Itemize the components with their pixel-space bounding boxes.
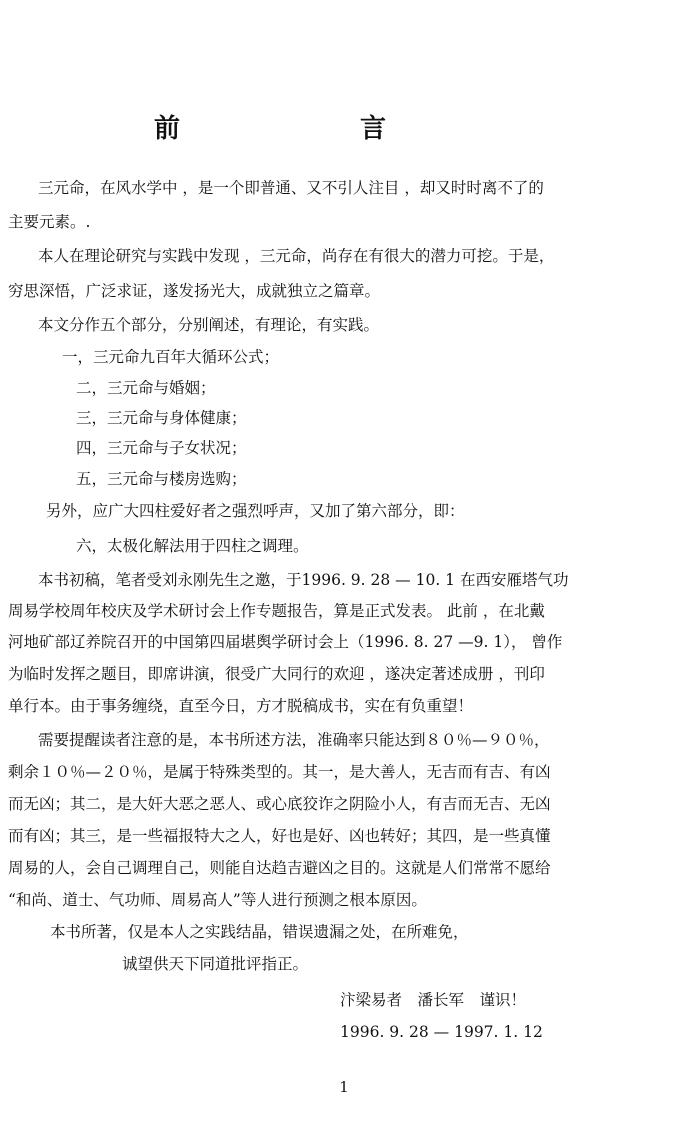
text-line: 为临时发挥之题目，即席讲演，很受广大同行的欢迎 ，遂决定著述成册 ，刊印 [8, 665, 545, 683]
list-item: 五，三元命与楼房选购； [76, 470, 247, 488]
text-line: 而有凶；其三，是一些福报特大之人，好也是好、凶也转好；其四，是一些真懂 [8, 827, 551, 845]
text-line: 本人在理论研究与实践中发现 ，三元命，尚存在有很大的潜力可挖。于是， [38, 247, 555, 265]
text-line: 剩余１０％—２０％，是属于特殊类型的。其一，是大善人，无吉而有吉、有凶 [8, 763, 551, 781]
text-line: 三元命，在风水学中 ，是一个即普通、又不引人注目 ，却又时时离不了的 [38, 179, 544, 197]
text-line: “和尚、道士、气功师、周易高人”等人进行预测之根本原因。 [8, 891, 427, 909]
title-char-left: 前 [154, 114, 183, 144]
signature-date: 1996. 9. 28 — 1997. 1. 12 [340, 1023, 543, 1041]
list-item: 三，三元命与身体健康； [76, 409, 247, 427]
title-char-right: 言 [360, 114, 389, 144]
list-item: 一，三元命九百年大循环公式； [62, 348, 280, 366]
text-line: 单行本。由于事务缠绕，直至今日，方才脱稿成书，实在有负重望！ [8, 697, 474, 715]
text-line: 而无凶；其二，是大奸大恶之恶人、或心底狡诈之阴险小人，有吉而无吉、无凶 [8, 795, 551, 813]
page-number: 1 [339, 1078, 349, 1096]
list-item: 六，太极化解法用于四柱之调理。 [76, 537, 309, 555]
text-line: 周易学校周年校庆及学术研讨会上作专题报告，算是正式发表。 此前 ，在北戴 [8, 602, 545, 620]
author-signature: 汴梁易者 潘长军 谨识！ [340, 991, 527, 1009]
text-line: 穷思深悟，广泛求证，遂发扬光大，成就独立之篇章。 [8, 282, 381, 300]
text-line: 主要元素。. [8, 213, 91, 231]
text-line: 需要提醒读者注意的是，本书所述方法，准确率只能达到８０％—９０％， [38, 731, 550, 749]
text-line: 另外，应广大四柱爱好者之强烈呼声，又加了第六部分，即： [46, 502, 465, 520]
text-line: 周易的人，会自己调理自己，则能自达趋吉避凶之目的。这就是人们常常不愿给 [8, 859, 551, 877]
text-line: 本书所著，仅是本人之实践结晶，错误遗漏之处，在所难免， [50, 923, 469, 941]
text-line: 本文分作五个部分，分别阐述，有理论，有实践。 [38, 316, 380, 334]
list-item: 二，三元命与婚姻； [76, 379, 216, 397]
text-line: 本书初稿，笔者受刘永刚先生之邀，于1996. 9. 28 — 10. 1 在西安雁塔气功 [38, 571, 569, 589]
list-item: 四，三元命与子女状况； [76, 439, 247, 457]
text-line: 诚望供天下同道批评指正。 [122, 955, 309, 973]
text-line: 河地矿部辽养院召开的中国第四届堪舆学研讨会上（1996. 8. 27 —9. 1）， 曾作 [8, 633, 563, 651]
